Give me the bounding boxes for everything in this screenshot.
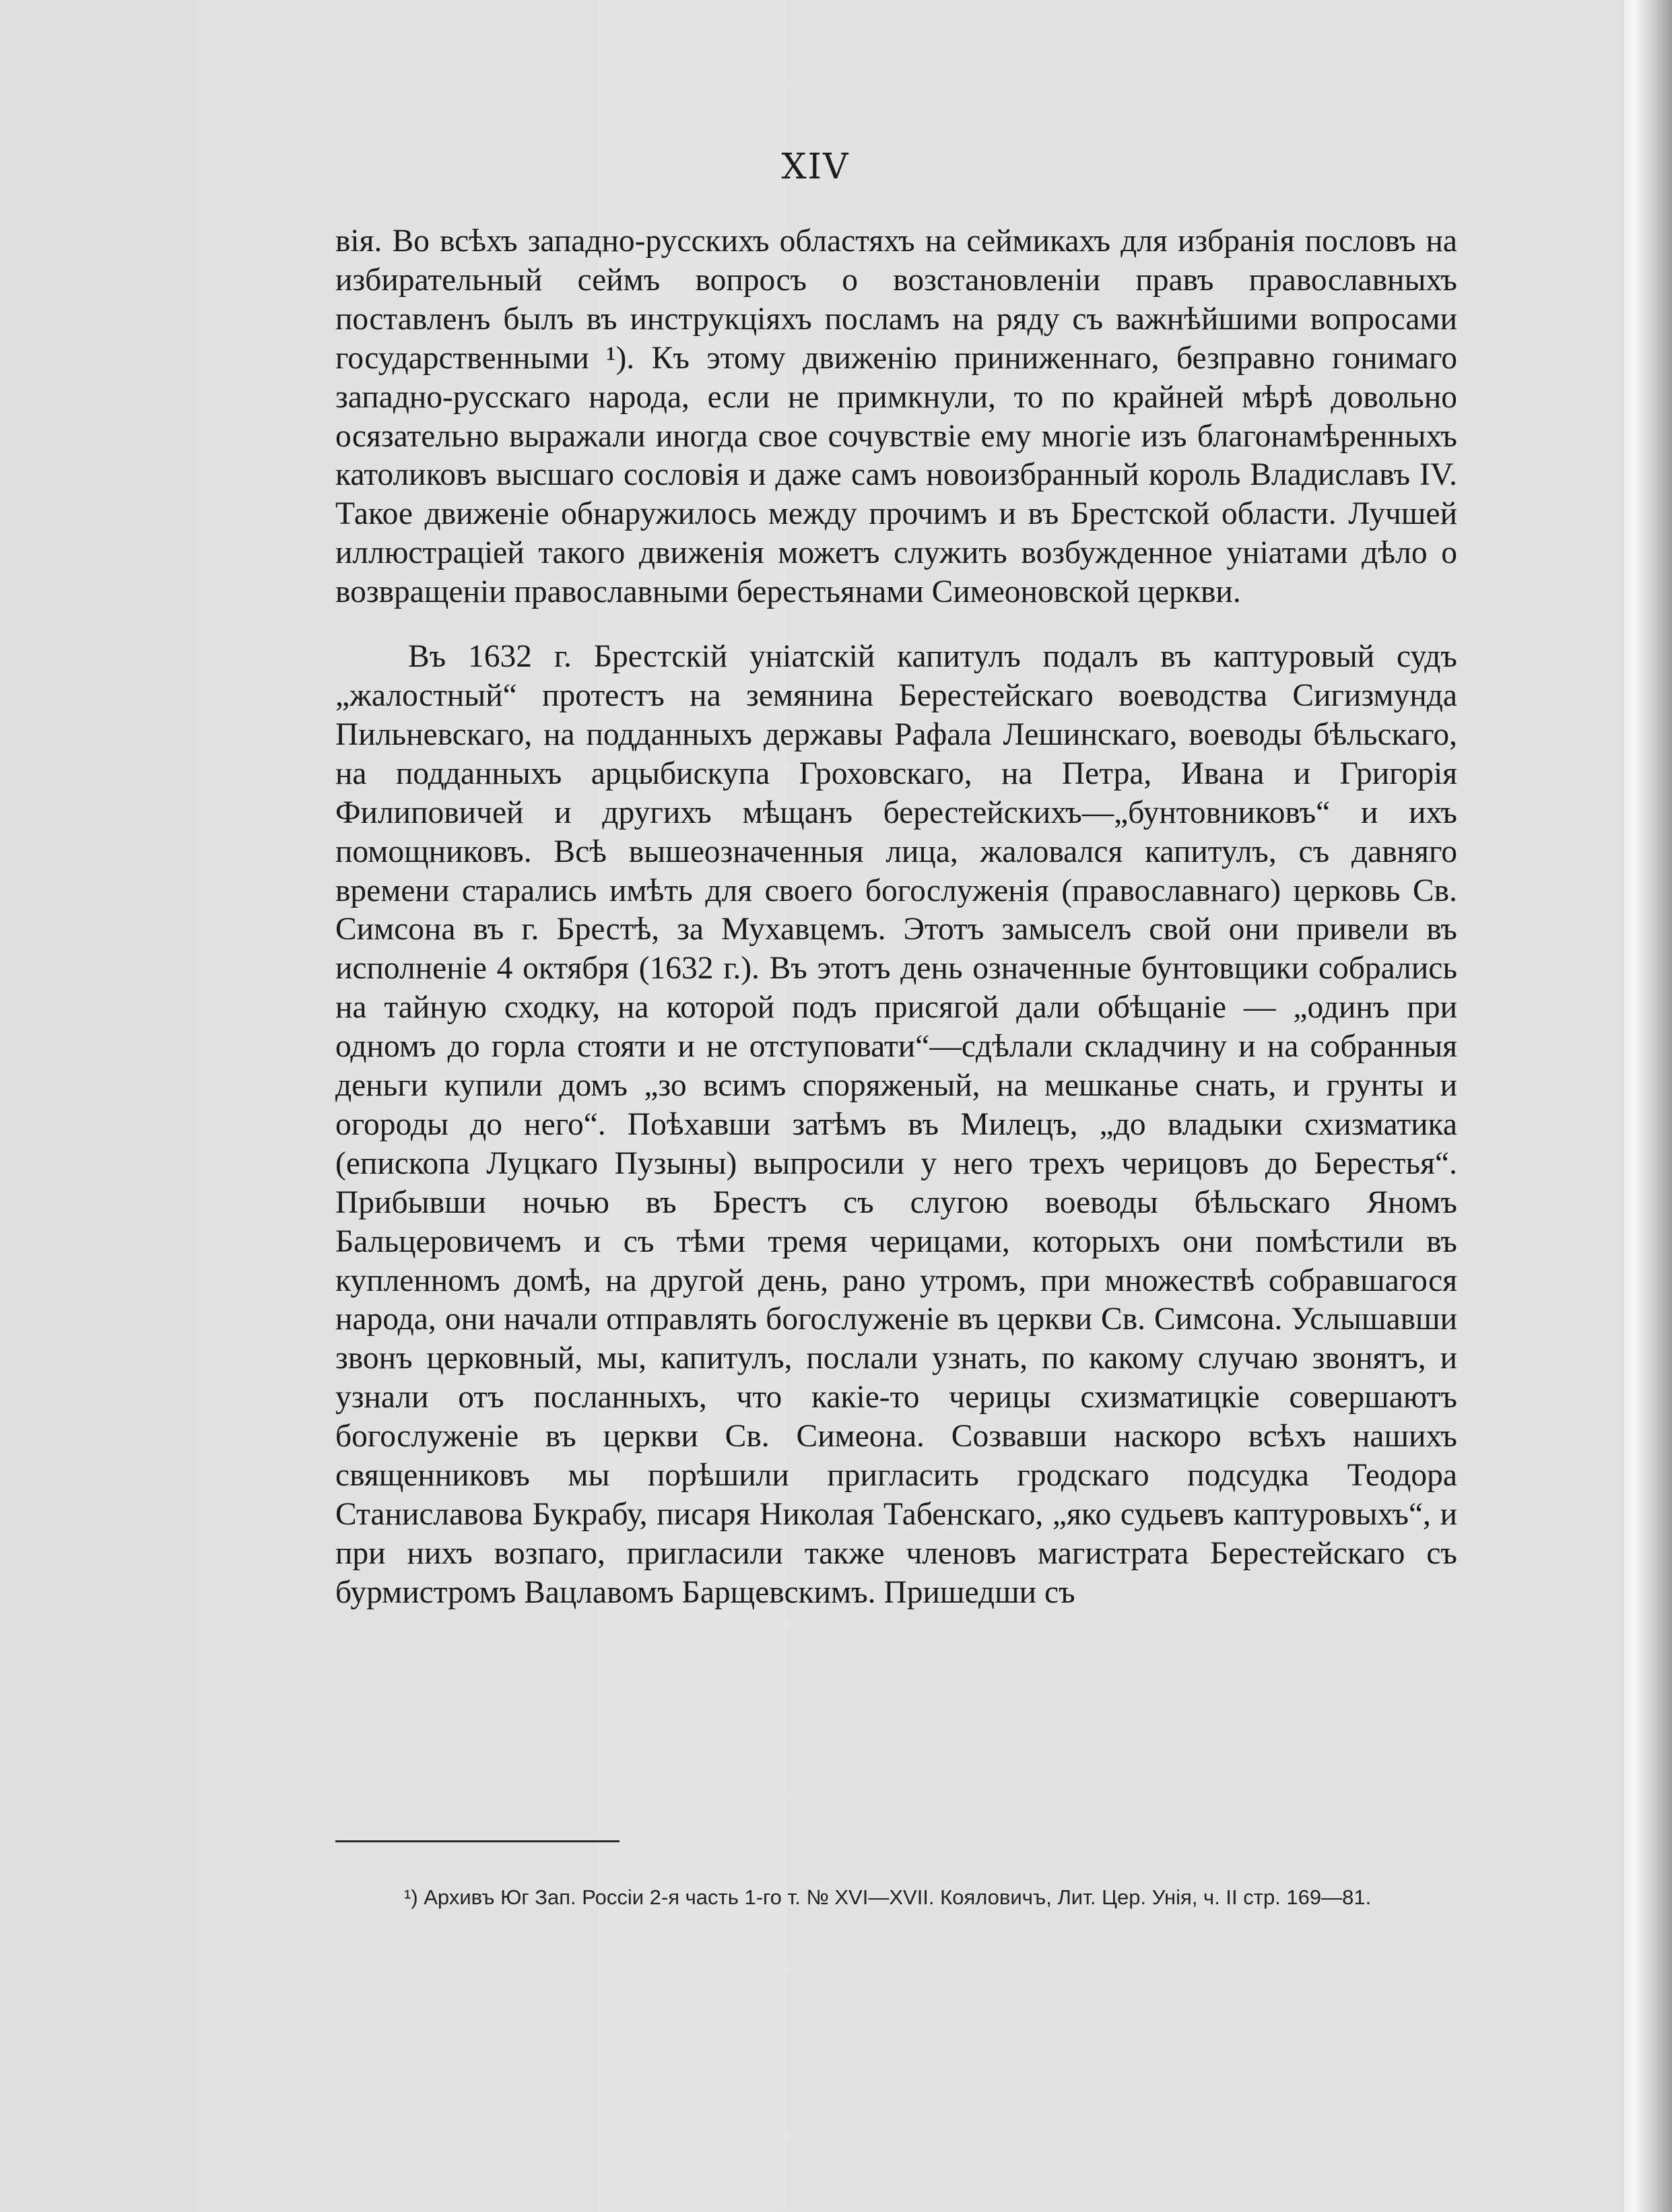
body-text <box>335 222 1457 1613</box>
body-paragraph: Въ 1632 г. Брестскій уніатскій капитулъ подалъ въ каптуровый судъ „жалостный“ протестъ на земянина Берестейскаго воеводства Сигизмунда Пильневскаго, на подданныхъ державы Рафала Лешинскаго, воеводы бѣльскаго, на подданныхъ арцыбискупа Гроховскаго, на Петра, Ивана и Григорія Филиповичей и другихъ мѣщанъ берестейскихъ—„бунтовниковъ“ и ихъ помощниковъ. Всѣ вышеозначенныя лица, жаловался капитулъ, съ давняго времени старались имѣть для своего богослуженія (православнаго) церковь Св. Симсона въ г. Брестѣ, за Мухавцемъ. Этотъ замыселъ свой они привели въ исполненіе 4 октября (1632 г.). Въ этотъ день означенные бунтовщики собрались на тайную сходку, на которой подъ присягой дали обѣщаніе — „одинъ при одномъ до горла стояти и не отступовати“—сдѣлали складчину и на собранныя деньги купили домъ „зо всимъ споряженый, на мешканье снать, и грунты и огороды до него“. Поѣхавши затѣмъ въ Милецъ, „до владыки схизматика (епископа Луцкаго Пузыны) выпросили у него трехъ черицовъ до Берестья“. Прибывши ночью въ Брестъ съ слугою воеводы бѣльскаго Яномъ Бальцеровичемъ и съ тѣми тремя черицами, которыхъ они помѣстили въ купленномъ домѣ, на другой день, рано утромъ, при множествѣ собравшагося народа, они начали отправлять богослуженіе въ церкви Св. Симсона. Услышавши звонъ церковный, мы, капитулъ, послали узнать, по какому случаю звонятъ, и узнали отъ посланныхъ, что какіе-то черицы схизматицкіе совершаютъ богослуженіе въ церкви Св. Симеона. Созвавши наскоро всѣхъ нашихъ священниковъ мы порѣшили пригласить гродскаго подсудка Теодора Станиславова Букрабу, писаря Николая Табенскаго, „яко судьевъ каптуровыхъ“, и при нихъ возпаго, пригласили также членовъ магистрата Берестейскаго съ бурмистромъ Вацлавомъ Барщевскимъ. Пришедши съ <box>335 639 1457 1610</box>
page-number: XIV <box>781 147 850 187</box>
footnote: ¹) Архивъ Юг Зап. Россіи 2-я часть 1-го т. № XVI—XVII. Кояловичъ, Лит. Цер. Унія, ч. II стр. 169—81. <box>404 1885 1372 1909</box>
body-paragraph: вія. Во всѣхъ западно-русскихъ областяхъ на сеймикахъ для избранія пословъ на избирательный сеймъ вопросъ о возстановленіи правъ православныхъ поставленъ былъ въ инструкціяхъ посламъ на ряду съ важнѣйшими вопросами государственными ¹). Къ этому движенію приниженнаго, безправно гонимаго западно-русскаго народа, если не примкнули, то по крайней мѣрѣ довольно осязательно выражали иногда свое сочувствіе ему многіе изъ благонамѣренныхъ католиковъ высшаго сословія и даже самъ новоизбранный король Владиславъ IV. Такое движеніе обнаружилось между прочимъ и въ Брестской области. Лучшей иллюстраціей такого движенія можетъ служить возбужденное уніатами дѣло о возвращеніи православными берестьянами Симеоновской церкви. <box>335 224 1457 610</box>
page-edge-shadow <box>1624 0 1672 2212</box>
footnote-separator <box>335 1840 620 1842</box>
